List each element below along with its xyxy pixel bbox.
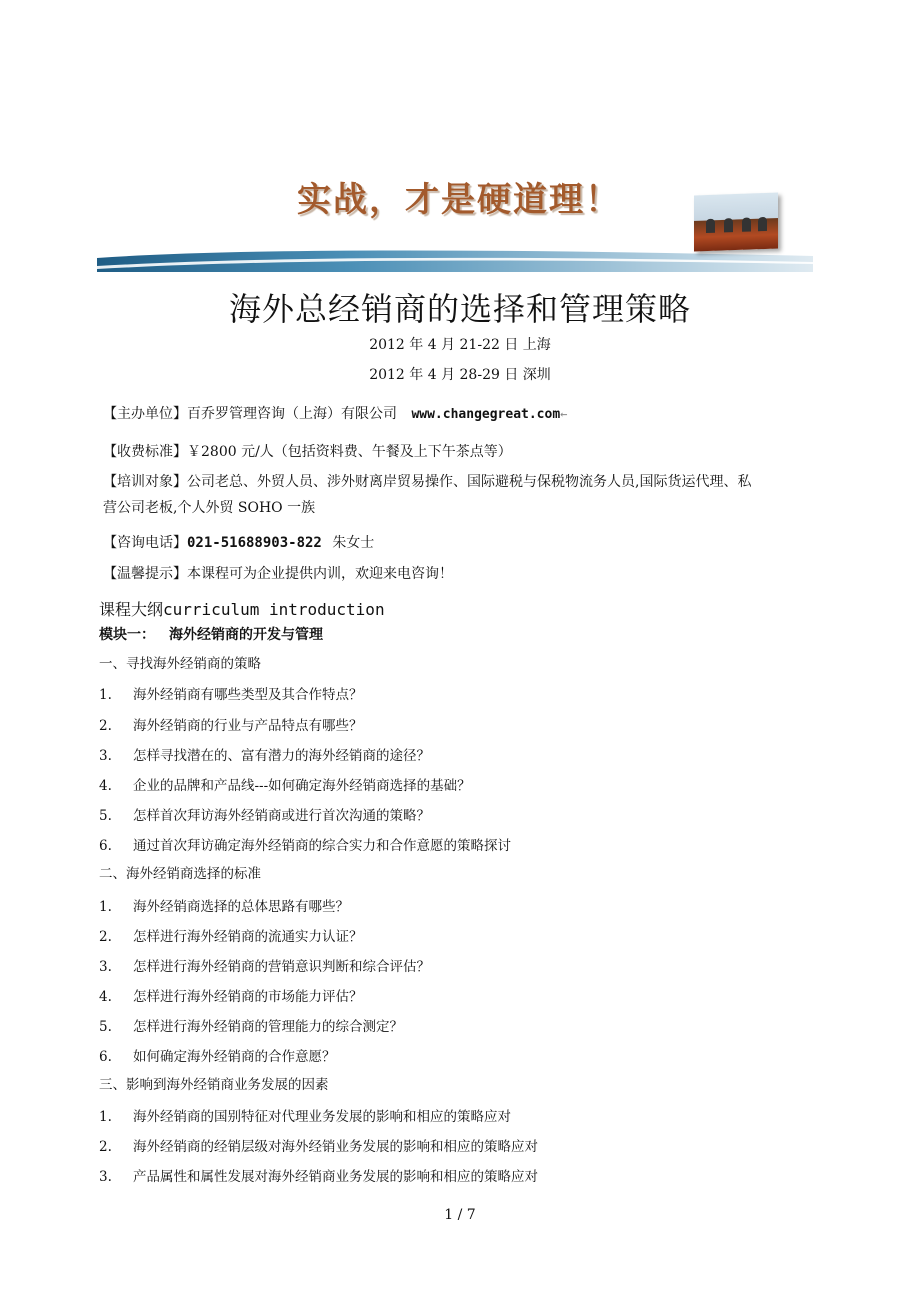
outline-item-text: 通过首次拜访确定海外经销商的综合实力和合作意愿的策略探讨 (133, 838, 511, 854)
outline-item (99, 744, 430, 764)
outline-item-number: 6. (99, 1049, 112, 1065)
audience-text: 公司老总、外贸人员、涉外财离岸贸易操作、国际避税与保税物流务人员,国际货运代理、私 (187, 474, 752, 490)
outline-item (99, 1015, 403, 1035)
outline-item-number: 4. (99, 989, 112, 1005)
outline-item-number: 4. (99, 778, 112, 794)
outline-item (99, 1045, 336, 1065)
module-heading: 模块一： 海外经销商的开发与管理 (99, 627, 323, 643)
outline-item-text: 海外经销商选择的总体思路有哪些？ (133, 899, 349, 915)
fee-line (103, 439, 815, 465)
outline-item (99, 804, 430, 824)
outline-item-number: 2. (99, 1139, 112, 1155)
outline-item-number: 2. (99, 718, 112, 734)
fee-value: ￥2800 元/人（包括资料费、午餐及上下午茶点等） (187, 444, 512, 460)
outline-item-text: 怎样进行海外经销商的流通实力认证？ (133, 929, 363, 945)
organizer-name: 百乔罗管理咨询（上海）有限公司 (187, 406, 397, 422)
meeting-photo (694, 193, 778, 252)
organizer-line (103, 401, 815, 428)
outline-section-heading: 一、寻找海外经销商的策略 (99, 656, 261, 672)
header-banner (97, 160, 813, 274)
outline-item-text: 海外经销商有哪些类型及其合作特点？ (133, 687, 363, 703)
contact-person: 朱女士 (332, 535, 375, 551)
audience-label: 【培训对象】 (103, 474, 187, 490)
outline-item-text: 怎样进行海外经销商的管理能力的综合测定？ (133, 1019, 403, 1035)
organizer-label: 【主办单位】 (103, 406, 187, 422)
course-date-shenzhen: 2012 年 4 月 28-29 日 深圳 (369, 367, 551, 383)
outline-item-number: 5. (99, 1019, 112, 1035)
outline-item (99, 714, 363, 734)
outline-item (99, 955, 430, 975)
banner-slogan: 实战，才是硬道理！ (297, 180, 621, 220)
outline-item-number: 1. (99, 899, 112, 915)
outline-item (99, 1105, 511, 1125)
outline-item-number: 6. (99, 838, 112, 854)
outline-item-text: 海外经销商的经销层级对海外经销业务发展的影响和相应的策略应对 (133, 1139, 538, 1155)
outline-item-text: 怎样进行海外经销商的营销意识判断和综合评估？ (133, 959, 430, 975)
outline-item-number: 2. (99, 929, 112, 945)
outline-item-text: 怎样寻找潜在的、富有潜力的海外经销商的途径？ (133, 748, 430, 764)
outline-item-number: 5. (99, 808, 112, 824)
outline-section-heading: 二、海外经销商选择的标准 (99, 866, 261, 882)
outline-item-text: 企业的品牌和产品线---如何确定海外经销商选择的基础？ (133, 778, 471, 794)
outline-item-number: 3. (99, 959, 112, 975)
page-number: 1 / 7 (444, 1207, 476, 1223)
outline-item (99, 985, 363, 1005)
outline-item-number: 1. (99, 687, 112, 703)
outline-item (99, 925, 363, 945)
outline-item (99, 895, 349, 915)
outline-item-text: 海外经销商的国别特征对代理业务发展的影响和相应的策略应对 (133, 1109, 511, 1125)
outline-item-text: 怎样首次拜访海外经销商或进行首次沟通的策略？ (133, 808, 430, 824)
outline-item (99, 774, 471, 794)
curriculum-title: 课程大纲curriculum introduction (99, 600, 385, 619)
tip-text: 本课程可为企业提供内训，欢迎来电咨询！ (187, 566, 453, 582)
phone-number[interactable]: 021-51688903-822 (187, 535, 322, 551)
course-title: 海外总经销商的选择和管理策略 (228, 290, 691, 328)
outline-item (99, 834, 511, 854)
audience-text-cont: 营公司老板,个人外贸 SOHO 一族 (103, 500, 316, 516)
audience-line (103, 469, 815, 521)
outline-item-text: 怎样进行海外经销商的市场能力评估？ (133, 989, 363, 1005)
outline-item-text: 如何确定海外经销商的合作意愿？ (133, 1049, 336, 1065)
outline-item-number: 1. (99, 1109, 112, 1125)
outline-item-text: 产品属性和属性发展对海外经销商业务发展的影响和相应的策略应对 (133, 1169, 538, 1185)
tip-line (103, 561, 815, 587)
outline-item (99, 1135, 538, 1155)
outline-item-number: 3. (99, 1169, 112, 1185)
outline-item-number: 3. (99, 748, 112, 764)
outline-section-heading: 三、影响到海外经销商业务发展的因素 (99, 1077, 329, 1093)
outline-item (99, 1165, 538, 1185)
website-link[interactable]: www.changegreat.com← (411, 407, 568, 422)
return-mark-icon: ← (560, 407, 568, 421)
phone-label: 【咨询电话】 (103, 535, 187, 551)
outline-item (99, 683, 363, 703)
fee-label: 【收费标准】 (103, 444, 187, 460)
phone-line (103, 530, 815, 556)
outline-item-text: 海外经销商的行业与产品特点有哪些？ (133, 718, 363, 734)
course-date-shanghai: 2012 年 4 月 21-22 日 上海 (369, 337, 551, 353)
tip-label: 【温馨提示】 (103, 566, 187, 582)
